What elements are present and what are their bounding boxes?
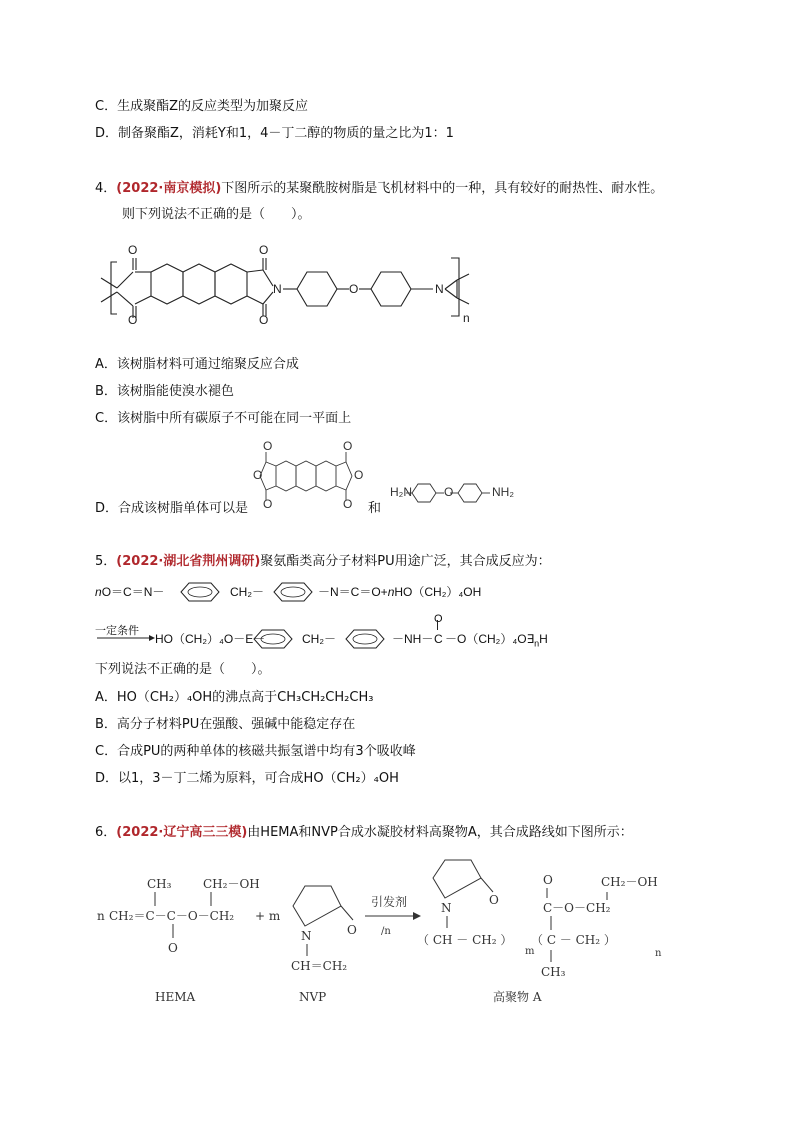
hema-n: n	[97, 909, 105, 923]
q4-number: 4．	[95, 181, 117, 196]
q3-option-d: D．制备聚酯Z，消耗Y和1，4－丁二醇的物质的量之比为1：1	[95, 126, 454, 141]
diamine-h2n-label: H₂N	[390, 485, 412, 499]
q5-product-carbonyl-c: C	[434, 632, 443, 646]
nvp-n: N	[301, 929, 312, 943]
dianhydride-o1: O	[263, 439, 273, 453]
dianhydride-o3: O	[263, 497, 273, 511]
poly-label: 高聚物 A	[493, 990, 542, 1004]
poly-ester: C－O－CH₂	[543, 901, 611, 915]
poly-pyrrolidone-o: O	[489, 893, 499, 907]
hema-ch3: CH₃	[147, 877, 172, 891]
q4-stem-text: 下图所示的某聚酰胺树脂是飞机材料中的一种，具有较好的耐热性、耐水性。	[221, 181, 664, 196]
poly-chain1: （ CH － CH₂ ）	[417, 933, 513, 947]
q5-product-nh: －NH－	[392, 632, 434, 646]
q5-stem-text: 聚氨酯类高分子材料PU用途广泛，其合成反应为：	[260, 554, 551, 569]
polyimide-structure-figure	[95, 234, 515, 324]
dianhydride-o2: O	[253, 468, 263, 482]
hema-label: HEMA	[155, 990, 196, 1004]
nvp-label: NVP	[299, 990, 327, 1004]
q5-product-n: n	[534, 638, 540, 649]
imide-n-label: N	[273, 282, 282, 296]
dianhydride-o4: O	[343, 439, 353, 453]
q6-stem-text: 由HEMA和NVP合成水凝胶材料高聚物A，其合成路线如下图所示：	[247, 825, 633, 840]
nvp-o: O	[347, 923, 357, 937]
nvp-plus-m: + m	[255, 909, 281, 923]
hema-carbonyl-o: O	[168, 941, 178, 955]
q4-stem-line2: 则下列说法不正确的是（ ）。	[122, 207, 311, 222]
q5-stem	[95, 553, 551, 571]
q5-option-b: B．高分子材料PU在强酸、强碱中能稳定存在	[95, 717, 356, 732]
q5-product-start: HO（CH₂）₄O－E－	[155, 632, 266, 646]
q4-option-a: A．该树脂材料可通过缩聚反应合成	[95, 357, 299, 372]
dianhydride-monomer-figure	[250, 436, 370, 516]
right-n-label: N	[435, 282, 444, 296]
q4-option-d	[95, 500, 248, 518]
q5-product-bracket: ∃	[526, 632, 535, 646]
q5-product-ch2: CH₂－	[302, 632, 336, 646]
o-bottom-left-label: O	[128, 313, 138, 324]
hema-nvp-synthesis-figure	[95, 856, 675, 1016]
q5-reactant-nco: －N＝C＝O+	[318, 585, 388, 599]
q5-reactant-ch2: CH₂－	[230, 585, 264, 599]
diamine-nh2-label: NH₂	[492, 485, 514, 499]
poly-chain2: （ C － CH₂ ）	[531, 933, 616, 947]
arrow-sub-label: /n	[381, 926, 391, 937]
initiator-label: 引发剂	[371, 895, 408, 909]
q4-stem-line1	[95, 180, 663, 198]
o-bottom-right-label: O	[259, 313, 269, 324]
q6-stem	[95, 824, 633, 842]
diamine-monomer-figure	[390, 478, 530, 508]
q5-condition-label: 一定条件	[95, 625, 139, 637]
q5-option-c: C．合成PU的两种单体的核磁共振氢谱中均有3个吸收峰	[95, 744, 416, 759]
o-top-right-label: O	[259, 243, 269, 257]
q5-product-end	[445, 630, 548, 652]
repeat-n-label: n	[463, 311, 470, 324]
hema-ch2oh: CH₂－OH	[203, 877, 260, 891]
poly-carbonyl-o: O	[543, 873, 553, 887]
q5-product-ester: －O（CH₂）₄O	[445, 632, 527, 646]
q5-reactant-diol-n: n	[387, 585, 395, 599]
q5-number: 5．	[95, 554, 117, 569]
q5-option-d: D．以1，3－丁二烯为原料，可合成HO（CH₂）₄OH	[95, 771, 399, 786]
hema-main: CH₂＝C－C－O－CH₂	[109, 909, 235, 923]
q5-reactant-tail	[318, 583, 481, 601]
q5-product-benzene-1	[248, 627, 298, 651]
q4-source: (2022·南京模拟)	[116, 181, 222, 196]
dianhydride-o6: O	[343, 497, 353, 511]
q5-reactant-benzene-1	[175, 580, 225, 604]
poly-n-sub: n	[655, 948, 662, 959]
q5-product-benzene-2	[340, 627, 390, 651]
q5-product-h: H	[539, 632, 548, 646]
poly-ch2oh: CH₂－OH	[601, 875, 658, 889]
poly-ch3: CH₃	[541, 965, 566, 979]
q5-option-a: A．HO（CH₂）₄OH的沸点高于CH₃CH₂CH₂CH₃	[95, 690, 374, 705]
q4-option-b: B．该树脂能使溴水褪色	[95, 384, 234, 399]
q5-product-carbonyl-o: O	[434, 613, 443, 625]
q5-reactant-line	[95, 583, 164, 601]
q5-reactant-ocn: O＝C＝N－	[101, 585, 165, 599]
q4-option-c: C．该树脂中所有碳原子不可能在同一平面上	[95, 411, 352, 426]
poly-n: N	[441, 901, 452, 915]
q5-source: (2022·湖北省荆州调研)	[116, 554, 261, 569]
q3-option-c: C．生成聚酯Z的反应类型为加聚反应	[95, 99, 308, 114]
diamine-o-label: O	[444, 485, 454, 499]
q5-ask: 下列说法不正确的是（ ）。	[95, 662, 271, 677]
q4-option-d-text: D．合成该树脂单体可以是	[95, 501, 249, 516]
poly-m: m	[525, 946, 535, 957]
q6-source: (2022·辽宁高三三模)	[116, 825, 248, 840]
q5-reactant-n: n	[95, 585, 102, 599]
o-top-left-label: O	[128, 243, 138, 257]
ether-o-label: O	[349, 282, 359, 296]
q5-product-carbonyl-bond	[437, 620, 439, 630]
q5-reactant-diol: HO（CH₂）₄OH	[394, 585, 482, 599]
q5-reactant-benzene-2	[268, 580, 318, 604]
q4-option-d-and: 和	[368, 501, 382, 516]
nvp-vinyl: CH＝CH₂	[291, 959, 348, 973]
q6-number: 6．	[95, 825, 117, 840]
dianhydride-o5: O	[354, 468, 364, 482]
